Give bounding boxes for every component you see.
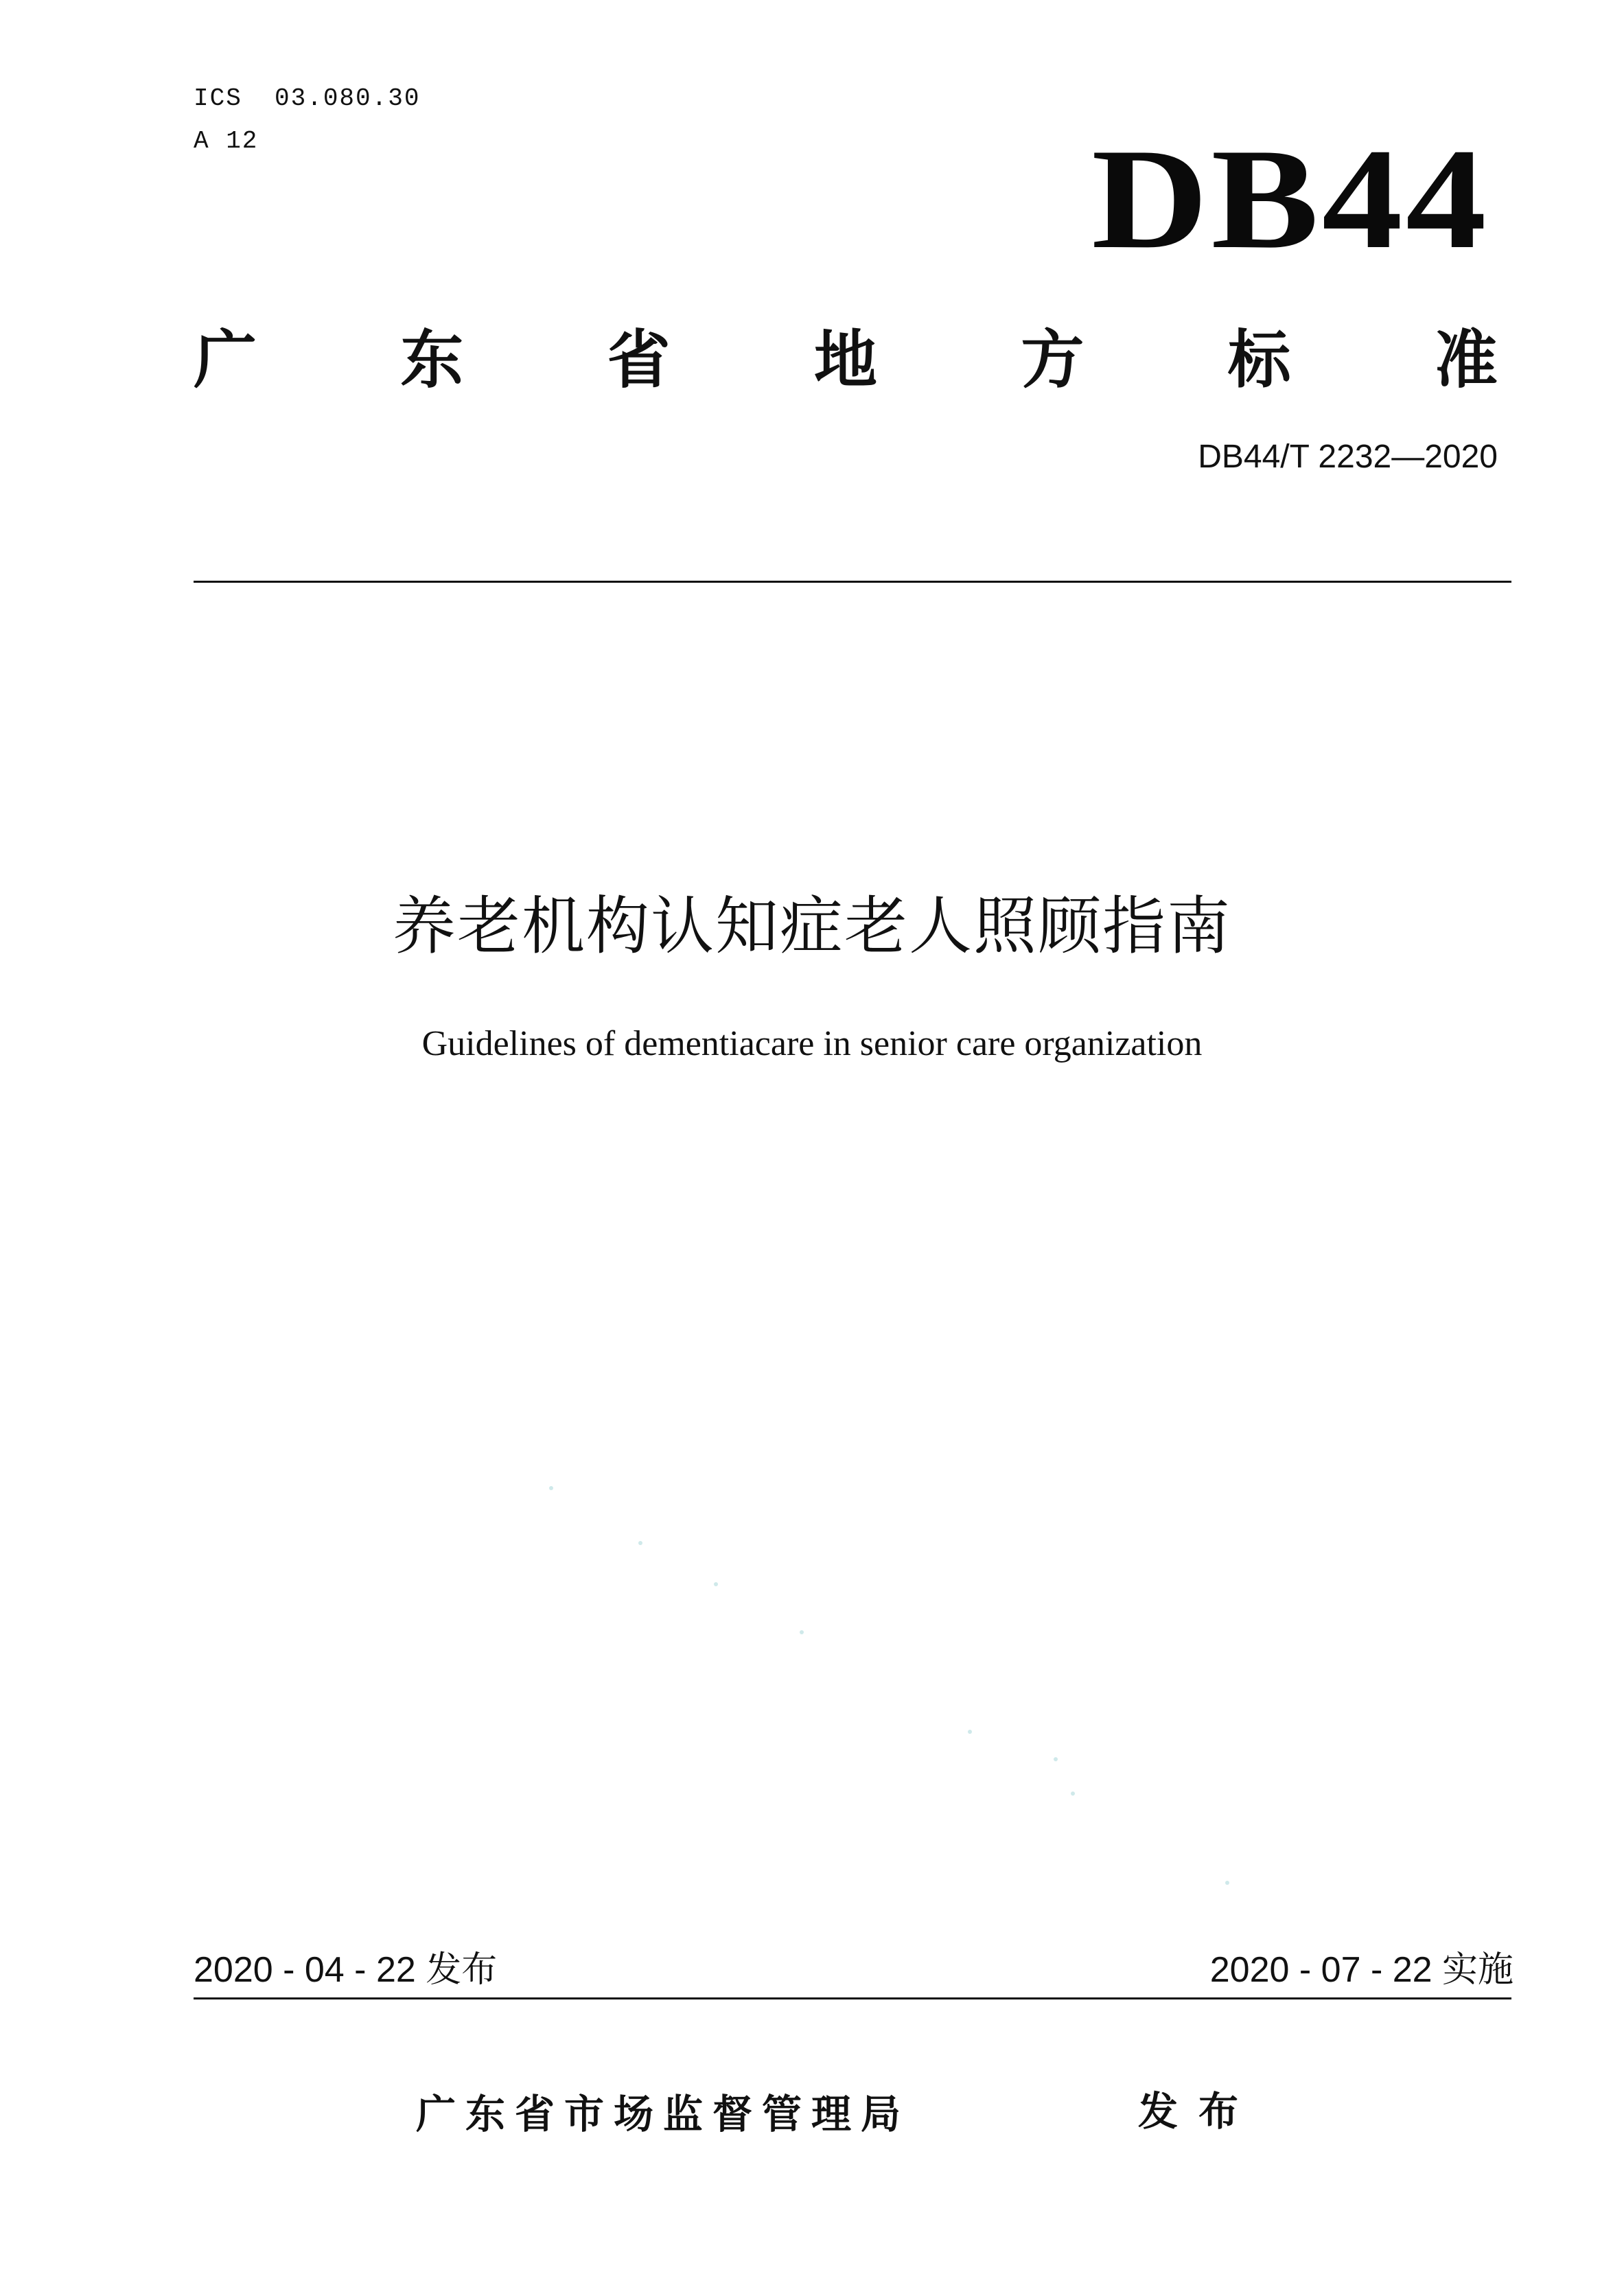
implement-date: 2020 - 07 - 22 实施 [1209,1950,1513,1990]
scan-speck [1071,1791,1075,1796]
standard-type-heading [194,323,1498,398]
standard-type-char: 省 [607,323,671,397]
date-divider [194,1997,1511,1999]
standard-type-char: 方 [1021,323,1084,397]
document-title-english: Guidelines of dementiacare in senior care organization [421,1024,1203,1063]
standard-type-char: 东 [400,323,464,397]
header-divider [194,581,1511,583]
scan-speck [1054,1757,1058,1761]
scan-speck [549,1486,553,1490]
standard-number: DB44/T 2232—2020 [1198,439,1498,475]
standard-type-char: 广 [194,323,257,397]
scan-speck [638,1541,642,1545]
db44-logo: DB44 [1091,119,1489,279]
scan-speck [714,1582,718,1586]
ics-code: ICS 03.080.30 [194,84,421,113]
scan-speck [800,1630,804,1634]
publish-date: 2020 - 04 - 22 发布 [194,1950,498,1990]
standard-type-char: 标 [1227,323,1291,397]
issuing-authority: 广东省市场监督管理局 [416,2091,911,2137]
standard-type-char: 地 [813,323,877,397]
scan-speck [1225,1881,1229,1885]
ccs-code: A 12 [194,127,259,155]
standard-type-char: 准 [1434,323,1498,397]
issue-label: 发布 [1138,2088,1260,2135]
scan-speck [968,1730,972,1734]
document-title-chinese: 养老机构认知症老人照顾指南 [392,890,1231,963]
